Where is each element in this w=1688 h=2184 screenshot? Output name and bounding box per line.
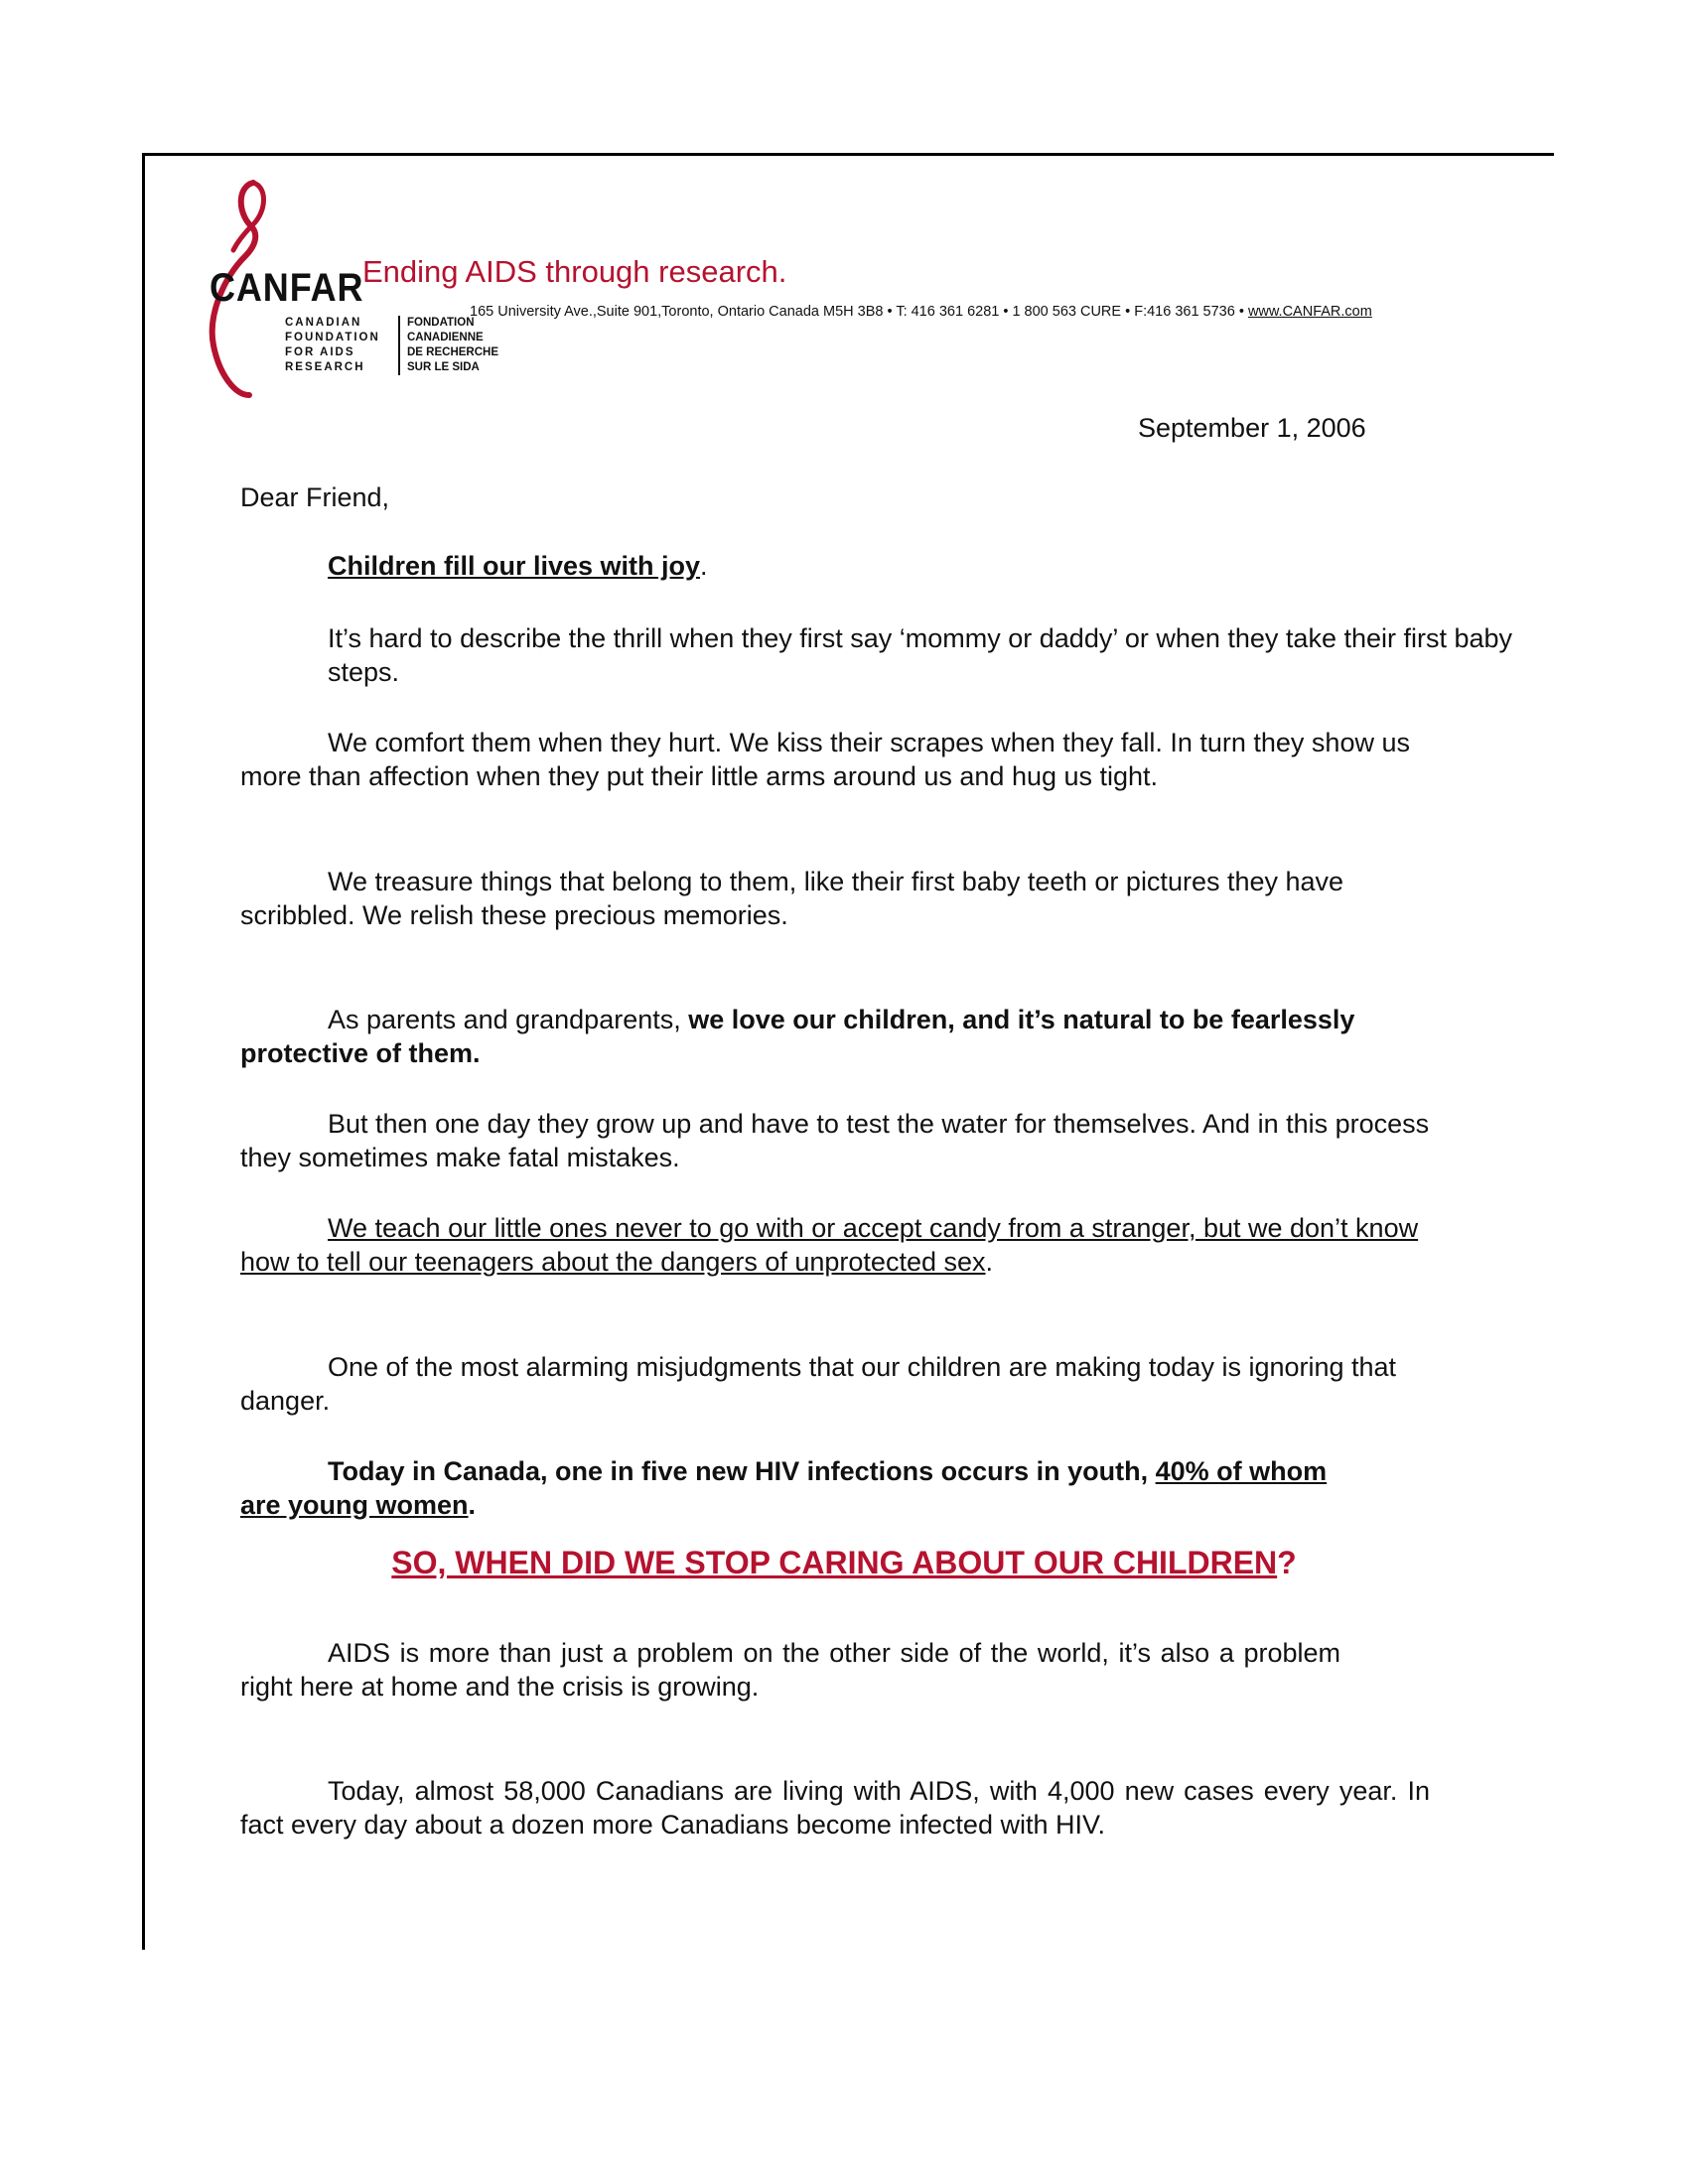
- headline-question: SO, WHEN DID WE STOP CARING ABOUT OUR CHILDREN?: [391, 1545, 1297, 1580]
- paragraph-treasure: We treasure things that belong to them, like their first baby teeth or pictures they have scribbled. We relish these precious memories.: [240, 867, 1344, 930]
- logo-english-name: CANADIAN FOUNDATION FOR AIDS RESEARCH: [285, 317, 380, 373]
- frame-top-rule: [142, 153, 1554, 156]
- paragraph-comfort: We comfort them when they hurt. We kiss their scrapes when they fall. In turn they show us more than affection when they put their little arms around us and hug us tight.: [240, 728, 1410, 791]
- paragraph-misjudgments: One of the most alarming misjudgments that our children are making today is ignoring that danger.: [240, 1352, 1397, 1416]
- paragraph-parents: As parents and grandparents, we love our children, and it’s natural to be fearlessly protective of them.: [240, 1005, 1355, 1068]
- logo-french-name: FONDATION CANADIENNE DE RECHERCHE SUR LE SIDA: [407, 317, 499, 373]
- logo-wordmark: CANFAR: [210, 266, 364, 310]
- contact-address: 165 University Ave.,Suite 901,Toronto, Ontario Canada M5H 3B8 • T: 416 361 6281 • 1 800 563 CURE • F:416 361 5736 • www.CANFAR.com: [470, 304, 1372, 320]
- paragraph-candy: We teach our little ones never to go with or accept candy from a stranger, but we don’t know how to tell our teenagers about the dangers of unprotected sex.: [240, 1213, 1419, 1277]
- paragraph-first-words: It’s hard to describe the thrill when they first say ‘mommy or daddy’ or when they take their first baby steps.: [328, 623, 1513, 687]
- opening-line: Children fill our lives with joy.: [328, 551, 708, 581]
- paragraph-grow-up: But then one day they grow up and have to test the water for themselves. And in this process they sometimes make fatal mistakes.: [240, 1109, 1430, 1172]
- frame-left-rule: [142, 153, 145, 1950]
- paragraph-aids-at-home: AIDS is more than just a problem on the other side of the world, it’s also a problem right here at home and the crisis is growing.: [240, 1638, 1340, 1702]
- salutation: Dear Friend,: [240, 482, 390, 512]
- tagline: Ending AIDS through research.: [362, 254, 787, 289]
- paragraph-statistic: Today in Canada, one in five new HIV infections occurs in youth, 40% of whom are young women.: [240, 1456, 1328, 1520]
- letter-date: September 1, 2006: [1138, 413, 1366, 443]
- paragraph-canadians-living: Today, almost 58,000 Canadians are living with AIDS, with 4,000 new cases every year. In fact every day about a dozen more Canadians become infected with HIV.: [240, 1776, 1430, 1840]
- logo-divider: [398, 316, 400, 375]
- website-link[interactable]: www.CANFAR.com: [1247, 304, 1372, 320]
